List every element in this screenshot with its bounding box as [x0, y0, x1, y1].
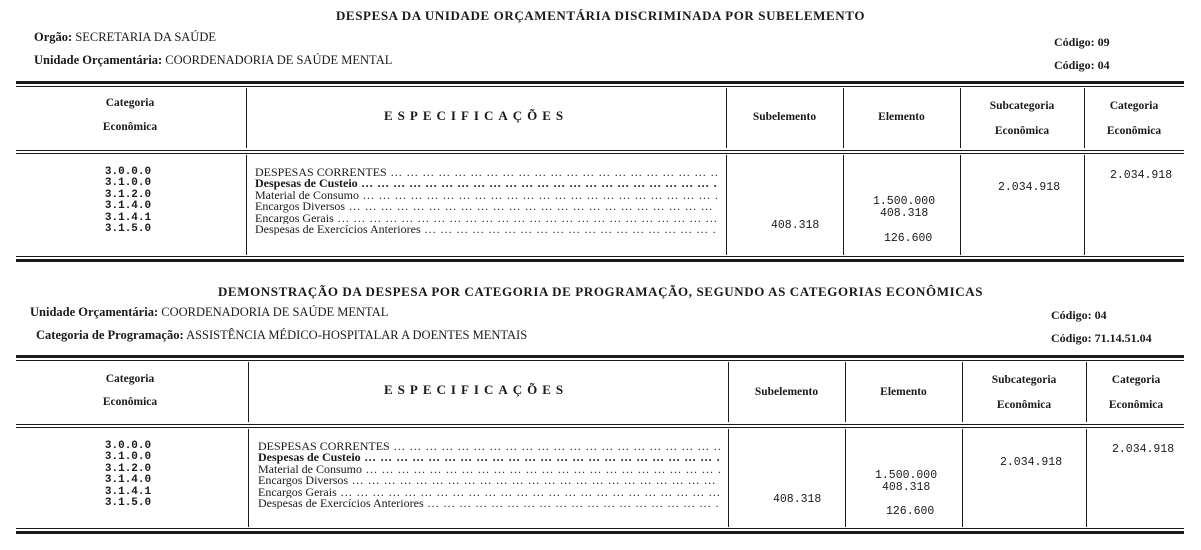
- t2-subelemento-value: 408.318: [773, 493, 822, 506]
- t2-categoria-value: 2.034.918: [1112, 443, 1175, 456]
- t1-code: 3.1.5.0: [104, 223, 152, 236]
- t2-code: 3.0.0.0: [104, 440, 152, 452]
- t2-hdr-elemento: Elemento: [880, 386, 927, 398]
- t1-spec-row: [255, 213, 717, 224]
- t2-vl-5h: [1086, 362, 1087, 422]
- t1-spec-row: [255, 201, 717, 212]
- t1-hdr-specs: ESPECIFICAÇÕES: [384, 108, 569, 123]
- table1-header-rule: [16, 150, 1184, 151]
- codigo-programacao-label: Código:: [1051, 331, 1092, 345]
- t2-spec-label: Material de Consumo: [258, 463, 362, 476]
- t2-subcategoria-value: 2.034.918: [1000, 456, 1063, 469]
- t1-categoria-value: 2.034.918: [1110, 169, 1173, 182]
- unidade-value-2: COORDENADORIA DE SAÚDE MENTAL: [161, 305, 389, 319]
- t1-vl-2b: [726, 155, 727, 255]
- t1-spec-label: Material de Consumo: [255, 189, 359, 202]
- codigo-unidade-2: [1051, 308, 1107, 323]
- t2-spec-label: Encargos Diversos: [258, 475, 349, 487]
- t1-vl-5b: [1084, 155, 1085, 255]
- unidade-line-2: [30, 305, 388, 320]
- categoria-programacao-label: Categoria de Programação:: [36, 328, 184, 342]
- t2-spec-row: [258, 498, 720, 509]
- t1-vl-1b: [246, 155, 247, 255]
- t1-hdr-elemento: Elemento: [878, 111, 925, 123]
- t1-hdr-categoria-1: Categoria: [1109, 100, 1159, 112]
- t2-code: 3.1.5.0: [104, 497, 152, 510]
- codigo-unidade-1-value: 04: [1097, 58, 1110, 72]
- t2-specs: [258, 441, 720, 509]
- t1-vl-1h: [246, 88, 247, 148]
- t2-vl-3b: [845, 429, 846, 527]
- t2-vl-2b: [728, 429, 729, 527]
- t1-hdr-subcat-1: Subcategoria: [989, 100, 1055, 112]
- table2-top-rule-thin: [16, 360, 1184, 361]
- t2-spec-label: Despesas de Custeio: [258, 452, 361, 464]
- t1-hdr-categoria-2: Econômica: [1106, 125, 1162, 137]
- table2-bottom-rule: [16, 531, 1184, 534]
- t1-subcategoria-value: 2.034.918: [998, 181, 1061, 194]
- t2-spec-row: [258, 441, 720, 452]
- t1-hdr-subelemento: Subelemento: [752, 111, 817, 123]
- t2-code: 3.1.2.0: [104, 462, 152, 475]
- table1-header-rule-2: [16, 153, 1184, 154]
- t2-code: 3.1.4.1: [104, 485, 152, 498]
- t2-hdr-categoria-1: Categoria: [1111, 374, 1161, 386]
- codigo-programacao: [1051, 331, 1152, 346]
- t2-vl-1b: [248, 429, 249, 527]
- t2-elemento-value: 408.318: [882, 481, 931, 494]
- t2-spec-label: DESPESAS CORRENTES: [258, 441, 390, 453]
- t1-code: 3.1.4.0: [104, 200, 152, 213]
- unidade-label-1: Unidade Orçamentária:: [34, 53, 163, 67]
- t1-spec-row: [255, 178, 717, 189]
- t1-spec-label: Encargos Diversos: [255, 201, 346, 213]
- t2-spec-row: [258, 487, 720, 498]
- t1-hdr-cat-1: Categoria: [105, 97, 155, 109]
- t2-codes: [98, 441, 158, 509]
- t1-spec-label: Despesas de Exercícios Anteriores: [255, 224, 421, 236]
- t1-subelemento-value: 408.318: [771, 219, 820, 232]
- t1-spec-row: [255, 224, 717, 235]
- t1-hdr-cat-2: Econômica: [102, 121, 158, 133]
- t1-code: 3.1.0.0: [104, 177, 152, 190]
- t1-spec-row: [255, 190, 717, 201]
- t2-spec-row: [258, 475, 720, 486]
- t2-hdr-subcat-2: Econômica: [996, 399, 1052, 411]
- codigo-unidade-2-value: 04: [1094, 308, 1107, 322]
- orgao-line: [34, 30, 216, 45]
- t2-hdr-specs: ESPECIFICAÇÕES: [384, 382, 569, 397]
- t2-hdr-cat-2: Econômica: [102, 396, 158, 408]
- table2-header-rule: [16, 424, 1184, 425]
- t2-hdr-cat-1: Categoria: [105, 373, 155, 385]
- table2-top-rule: [16, 355, 1184, 358]
- t2-hdr-subcat-1: Subcategoria: [991, 374, 1057, 386]
- table1-top-rule: [16, 81, 1184, 84]
- unidade-label-2: Unidade Orçamentária:: [30, 305, 159, 319]
- codigo-unidade-2-label: Código:: [1051, 308, 1092, 322]
- t1-vl-4b: [960, 155, 961, 255]
- table2-bottom-rule-thin: [16, 528, 1184, 529]
- t2-spec-row: [258, 452, 720, 463]
- unidade-line-1: [34, 53, 392, 68]
- t2-code: 3.1.0.0: [104, 451, 152, 464]
- orgao-value: SECRETARIA DA SAÚDE: [75, 30, 216, 44]
- t1-vl-5h: [1084, 88, 1085, 148]
- t2-vl-1h: [248, 362, 249, 422]
- t2-vl-4b: [962, 429, 963, 527]
- t2-elemento-value: 126.600: [886, 505, 935, 518]
- t1-hdr-subcat-2: Econômica: [994, 125, 1050, 137]
- unidade-value-1: COORDENADORIA DE SAÚDE MENTAL: [165, 53, 393, 67]
- codigo-programacao-value: 71.14.51.04: [1094, 331, 1152, 345]
- table2-header-rule-2: [16, 427, 1184, 428]
- t2-spec-label: Despesas de Exercícios Anteriores: [258, 498, 424, 510]
- t1-specs: [255, 167, 717, 235]
- categoria-programacao-value: ASSISTÊNCIA MÉDICO-HOSPITALAR A DOENTES MENTAIS: [186, 328, 528, 342]
- t2-vl-4h: [962, 362, 963, 422]
- codigo-unidade-1: [1054, 58, 1110, 73]
- t1-elemento-value: 1.500.000: [873, 195, 936, 208]
- t2-vl-5b: [1086, 429, 1087, 527]
- t1-vl-4h: [960, 88, 961, 148]
- t1-vl-3b: [843, 155, 844, 255]
- codigo-unidade-1-label: Código:: [1054, 58, 1095, 72]
- t2-hdr-categoria-2: Econômica: [1108, 399, 1164, 411]
- t1-spec-label: Despesas de Custeio: [255, 178, 358, 190]
- categoria-programacao-line: [36, 328, 527, 343]
- t1-codes: [98, 167, 158, 235]
- orgao-label: Orgão:: [34, 30, 73, 44]
- t2-spec-label: Encargos Gerais: [258, 486, 337, 499]
- table1-top-rule-thin: [16, 86, 1184, 87]
- t1-spec-row: [255, 167, 717, 178]
- t1-elemento-value: 126.600: [884, 232, 933, 245]
- t1-code: 3.1.2.0: [104, 188, 152, 201]
- t2-code: 3.1.4.0: [104, 474, 152, 487]
- codigo-orgao-label: Código:: [1054, 35, 1095, 49]
- t1-code: 3.0.0.0: [104, 166, 152, 178]
- t1-code: 3.1.4.1: [104, 211, 152, 224]
- section2-title: DEMONSTRAÇÃO DA DESPESA POR CATEGORIA DE PROGRAMAÇÃO, SEGUNDO AS CATEGORIAS ECONÔMICAS: [217, 284, 984, 299]
- codigo-orgao-value: 09: [1097, 35, 1110, 49]
- t1-spec-label: DESPESAS CORRENTES: [255, 167, 387, 179]
- t1-spec-label: Encargos Gerais: [255, 212, 334, 225]
- table1-bottom-rule: [16, 259, 1184, 262]
- t1-elemento-value: 408.318: [880, 207, 929, 220]
- section1-title: DESPESA DA UNIDADE ORÇAMENTÁRIA DISCRIMINADA POR SUBELEMENTO: [335, 8, 866, 23]
- table1-bottom-rule-thin: [16, 256, 1184, 257]
- t2-spec-row: [258, 464, 720, 475]
- t2-hdr-subelemento: Subelemento: [754, 386, 819, 398]
- codigo-orgao: [1054, 35, 1110, 50]
- t2-elemento-value: 1.500.000: [875, 469, 938, 482]
